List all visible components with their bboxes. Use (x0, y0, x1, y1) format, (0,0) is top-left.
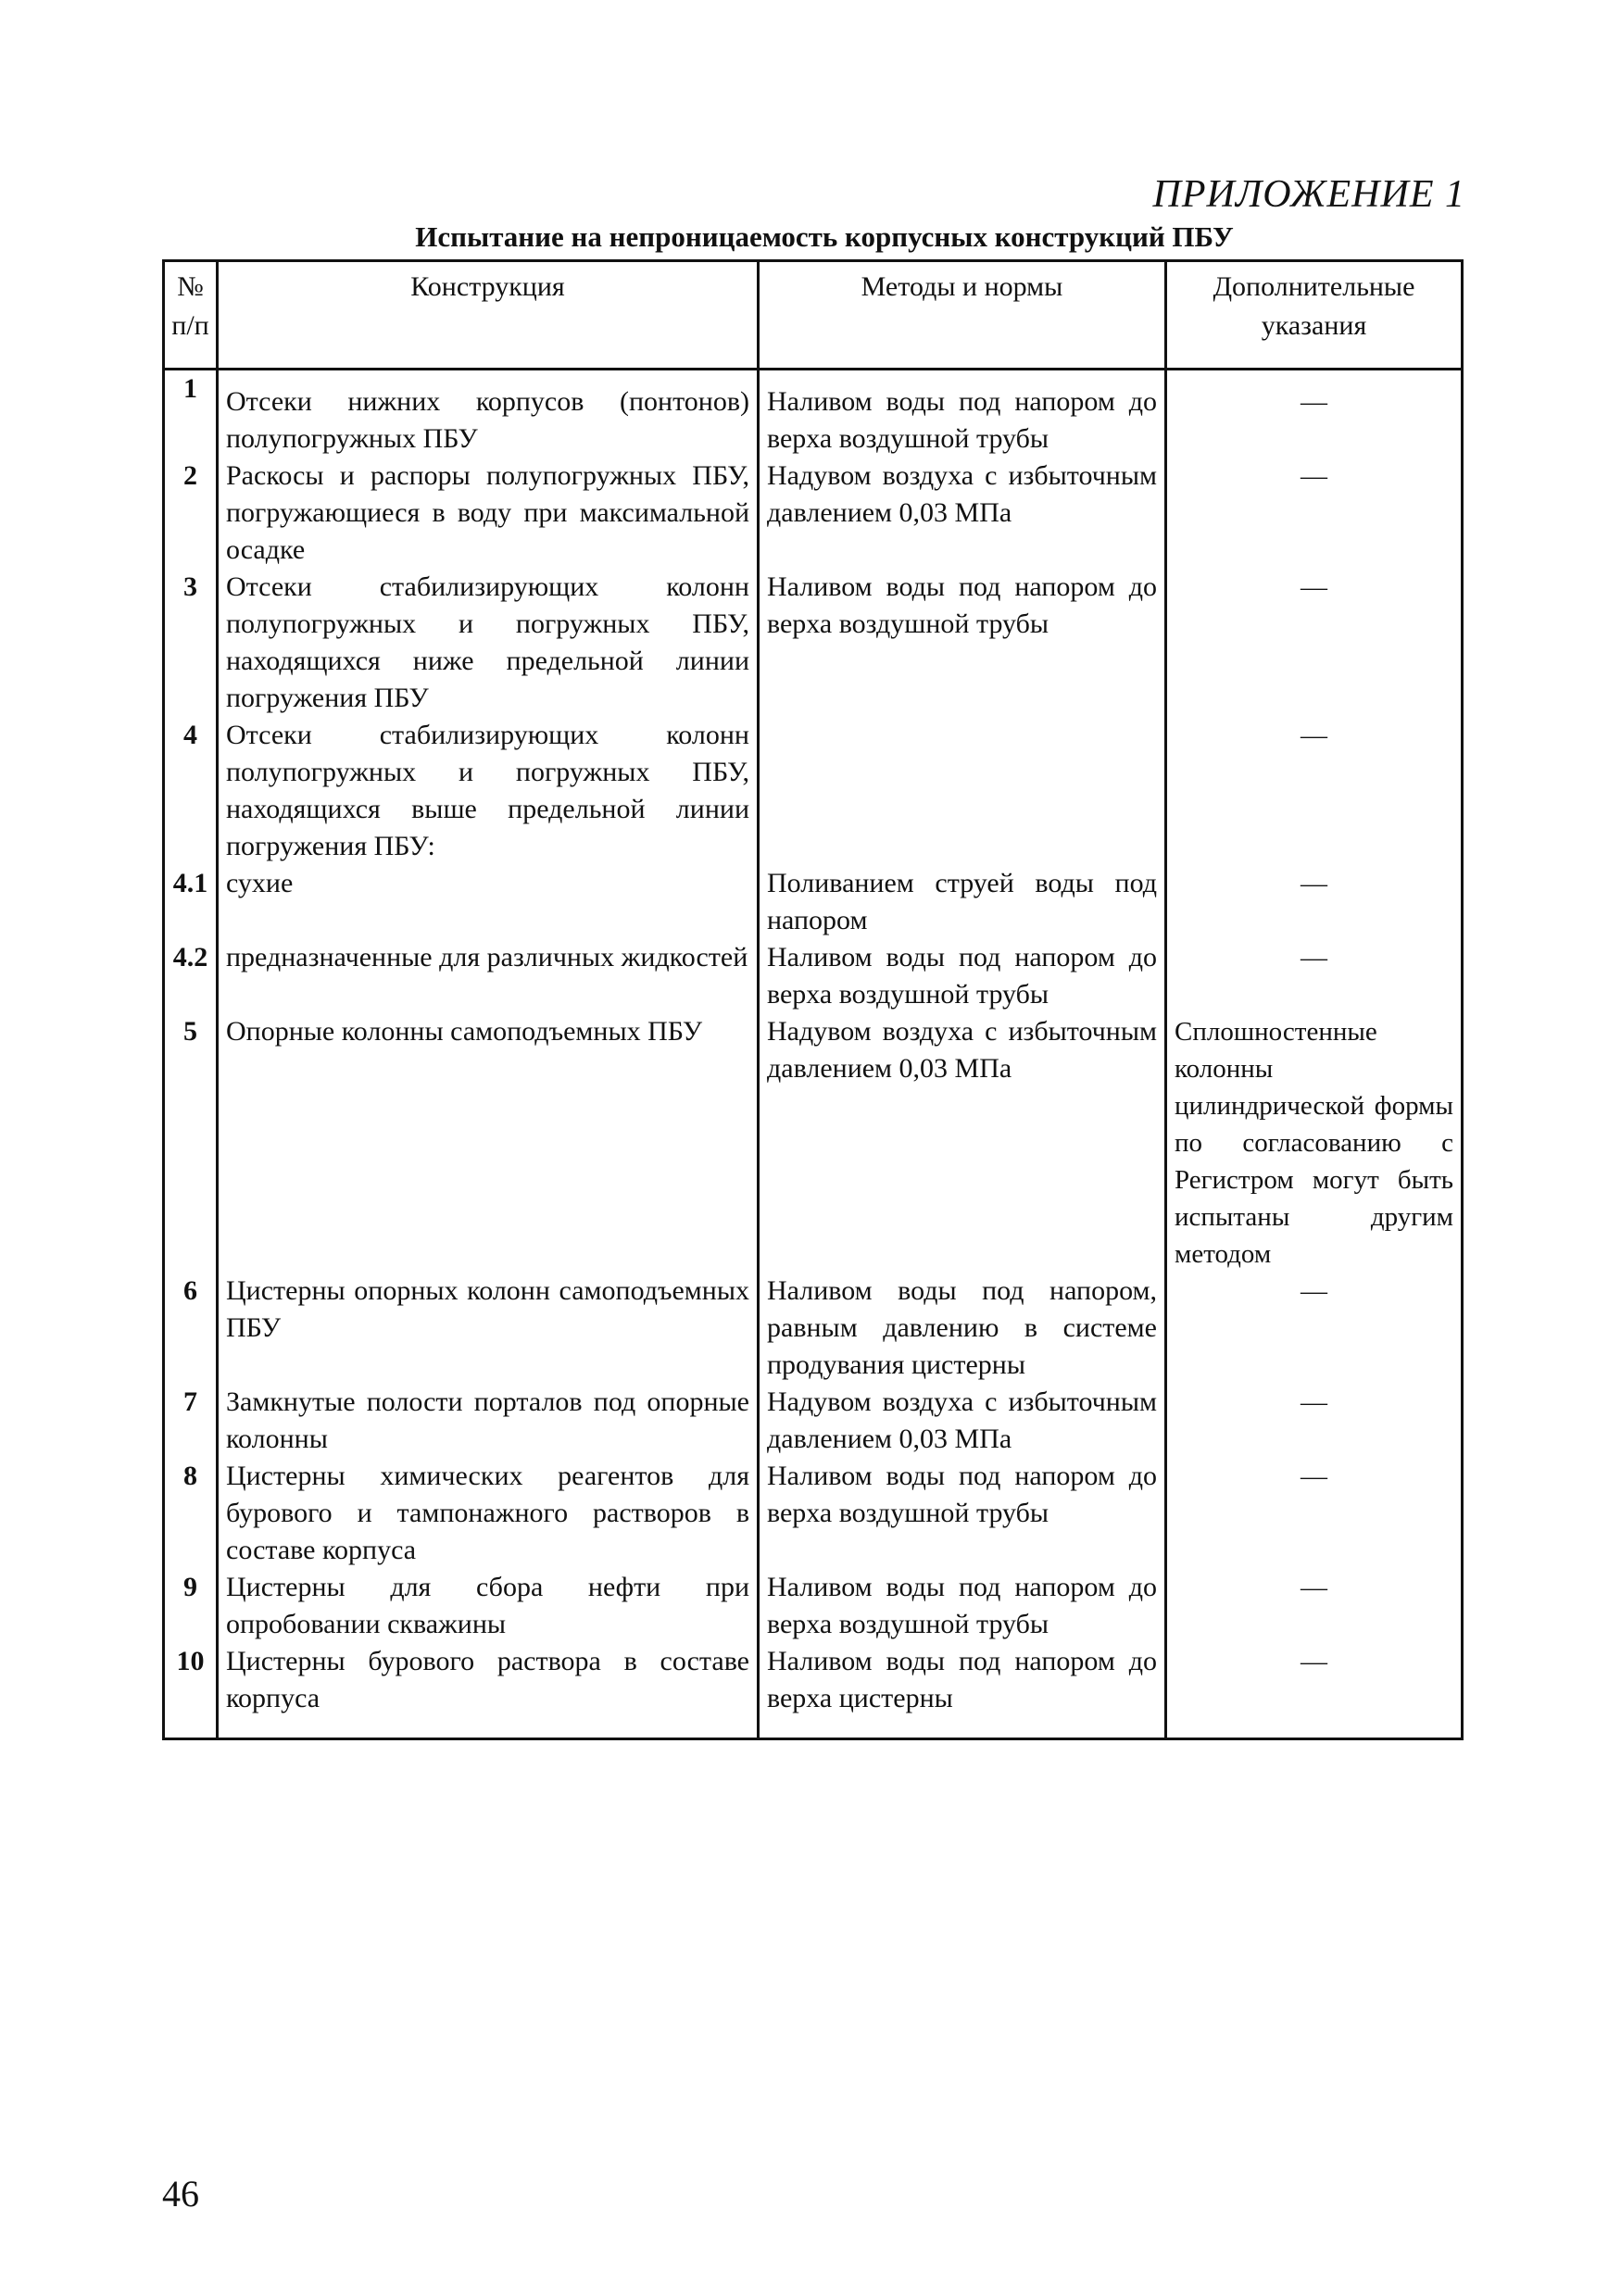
row-number: 10 (176, 1646, 205, 1676)
header-construction: Конструкция (218, 261, 759, 370)
row-notes: — (1166, 1458, 1463, 1569)
row-method: Надувом воздуха с избыточным давлением 0,03 МПа (759, 1384, 1166, 1458)
tightness-test-table (162, 259, 1464, 1740)
row-number: 4.1 (172, 868, 208, 898)
row-number: 4.2 (172, 942, 208, 972)
row-construction: Цистерны опорных колонн самоподъемных ПБУ (218, 1273, 759, 1384)
row-method: Наливом воды под напором, равным давлению в системе продувания цистерны (759, 1273, 1166, 1384)
header-number: № п/п (164, 261, 218, 370)
row-construction: Отсеки стабилизирующих колонн полупогружных и погружных ПБУ, находящихся выше предельной линии погружения ПБУ: (218, 717, 759, 865)
table-row (164, 1643, 1463, 1739)
row-number: 9 (183, 1572, 197, 1602)
row-construction: Раскосы и распоры полупогружных ПБУ, погружающиеся в воду при максимальной осадке (218, 458, 759, 569)
row-notes: — (1166, 458, 1463, 569)
row-notes: — (1166, 717, 1463, 865)
row-method: Поливанием струей воды под напором (759, 865, 1166, 939)
row-method: Наливом воды под напором до верха воздушной трубы (759, 370, 1166, 458)
row-construction: Цистерны химических реагентов для бурового и тампонажного растворов в составе корпуса (218, 1458, 759, 1569)
row-method: Надувом воздуха с избыточным давлением 0,03 МПа (759, 458, 1166, 569)
row-construction: Опорные колонны самоподъемных ПБУ (218, 1013, 759, 1273)
page-number: 46 (162, 2173, 199, 2214)
row-method: Наливом воды под напором до верха воздушной трубы (759, 939, 1166, 1013)
header-row (164, 261, 1463, 370)
row-number: 3 (183, 571, 197, 602)
table-row (164, 458, 1463, 569)
row-number: 7 (183, 1386, 197, 1417)
header-methods: Методы и нормы (759, 261, 1166, 370)
header-notes: Дополнительные указания (1166, 261, 1463, 370)
row-construction: предназначенные для различных жидкостей (218, 939, 759, 1013)
row-notes: — (1166, 370, 1463, 458)
table-row (164, 939, 1463, 1013)
row-construction: сухие (218, 865, 759, 939)
row-number: 2 (183, 460, 197, 491)
row-construction: Отсеки стабилизирующих колонн полупогружных и погружных ПБУ, находящихся ниже предельной линии погружения ПБУ (218, 569, 759, 717)
row-notes: — (1166, 939, 1463, 1013)
row-method: Наливом воды под напором до верха воздушной трубы (759, 1458, 1166, 1569)
row-notes: — (1166, 1643, 1463, 1739)
row-method: Наливом воды под напором до верха воздушной трубы (759, 569, 1166, 717)
table-row (164, 717, 1463, 865)
row-number: 8 (183, 1461, 197, 1491)
row-number: 5 (183, 1016, 197, 1047)
table-row (164, 865, 1463, 939)
table-title: Испытание на непроницаемость корпусных конструкций ПБУ (415, 220, 1234, 253)
row-number: 6 (183, 1275, 197, 1306)
row-construction: Цистерны для сбора нефти при опробовании скважины (218, 1569, 759, 1643)
row-notes: — (1166, 1384, 1463, 1458)
table-row (164, 1384, 1463, 1458)
appendix-label: ПРИЛОЖЕНИЕ 1 (1152, 173, 1465, 216)
table-row (164, 1458, 1463, 1569)
row-notes: — (1166, 1273, 1463, 1384)
row-notes: Сплошностенные колонны цилиндрической формы по согласованию с Регистром могут быть испытаны другим методом (1166, 1013, 1463, 1273)
table-row (164, 1273, 1463, 1384)
row-number: 4 (183, 720, 197, 750)
row-number: 1 (183, 373, 197, 404)
row-method: Наливом воды под напором до верха цистерны (759, 1643, 1166, 1739)
row-construction: Замкнутые полости порталов под опорные колонны (218, 1384, 759, 1458)
table-row (164, 370, 1463, 458)
table-row (164, 569, 1463, 717)
row-method: Наливом воды под напором до верха воздушной трубы (759, 1569, 1166, 1643)
table-row (164, 1013, 1463, 1273)
row-construction: Отсеки нижних корпусов (понтонов) полупогружных ПБУ (218, 370, 759, 458)
row-notes: — (1166, 865, 1463, 939)
row-notes: — (1166, 1569, 1463, 1643)
row-method: Надувом воздуха с избыточным давлением 0,03 МПа (759, 1013, 1166, 1273)
row-construction: Цистерны бурового раствора в составе корпуса (218, 1643, 759, 1739)
row-method (759, 717, 1166, 865)
row-notes: — (1166, 569, 1463, 717)
table-row (164, 1569, 1463, 1643)
